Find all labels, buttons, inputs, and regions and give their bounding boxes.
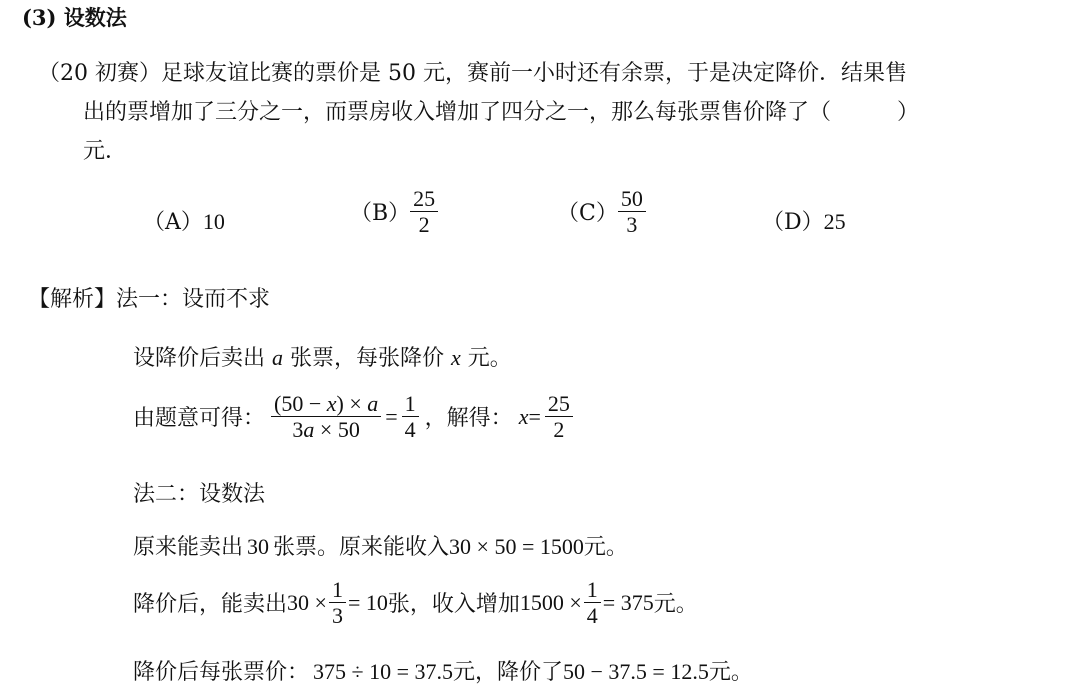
num-part-b: ) × — [336, 391, 368, 416]
fraction1-denominator: 3 — [331, 603, 343, 629]
option-c-denominator: 3 — [626, 212, 638, 238]
solution-var-x: x — [518, 403, 529, 429]
method2-line1-text-a: 原来能卖出 — [133, 535, 244, 560]
equation-rhs-fraction — [402, 392, 419, 441]
method2-line1 — [133, 530, 628, 561]
method1-line1 — [133, 341, 512, 372]
method2-fraction-one-third — [329, 578, 346, 627]
method2-line3-expression1: 375 ÷ 10 = 37.5 — [313, 659, 453, 684]
option-b-fraction — [410, 187, 438, 236]
option-b-denominator: 2 — [418, 212, 430, 238]
num-part-a: (50 − — [274, 391, 327, 416]
question-line-3: 元． — [83, 139, 128, 164]
method2-line3 — [133, 655, 753, 686]
var-x: x — [451, 345, 461, 370]
option-a-value: 10 — [202, 209, 225, 234]
den-part-b: × 50 — [314, 417, 360, 443]
method2-line2-text-c: 元。 — [653, 592, 698, 618]
method2-line3-text-a: 降价后每张票价： — [133, 660, 310, 685]
solve-text: ，解得： — [424, 406, 513, 432]
method2-heading: 法二：设数法 — [133, 482, 266, 507]
method2-line2-expr1b: = 10 — [347, 589, 388, 615]
equation-lhs-denominator — [289, 417, 362, 441]
solution-denominator: 2 — [553, 417, 565, 443]
option-a — [143, 205, 225, 236]
method1-equation-line — [133, 392, 573, 441]
solution-fraction — [545, 392, 573, 441]
fraction2-denominator: 4 — [586, 603, 598, 629]
var-a: a — [272, 345, 284, 370]
method2-line1-count: 30 — [247, 534, 270, 559]
option-c-fraction — [618, 187, 646, 236]
equation-rhs-numerator: 1 — [402, 392, 419, 417]
method2-line3-text-c: 元。 — [708, 660, 753, 685]
method1-line1-text-c: 元。 — [467, 346, 512, 371]
option-b-numerator: 25 — [410, 187, 438, 212]
method2-line1-text-b: 张票。原来能收入 — [273, 535, 450, 560]
question-line-2: 出的票增加了三分之一，而票房收入增加了四分之一，那么每张票售价降了（ ） — [83, 100, 920, 125]
solution-numerator: 25 — [545, 392, 573, 417]
method2-line2-expr2a: 1500 × — [519, 589, 582, 615]
method2-fraction-one-fourth — [584, 578, 601, 627]
equation-rhs-denominator: 4 — [404, 417, 416, 443]
method2-line2 — [133, 578, 698, 627]
analysis-heading: 【解析】法一：设而不求 — [28, 287, 271, 312]
equation-lhs-fraction — [271, 392, 381, 441]
num-var-a: a — [367, 391, 379, 416]
solution-equals: = — [528, 403, 541, 429]
method2-line1-expression: 30 × 50 = 1500 — [449, 534, 584, 559]
option-c-label: （C） — [557, 201, 618, 227]
method2-line1-text-c: 元。 — [583, 535, 628, 560]
method1-line1-text-a: 设降价后卖出 — [133, 346, 266, 371]
option-d-value: 25 — [823, 209, 846, 234]
option-b-label: （B） — [350, 201, 411, 227]
question-line-1: （20 初赛）足球友谊比赛的票价是 50 元，赛前一小时还有余票，于是决定降价．结果售 — [38, 61, 907, 86]
option-d-label: （D） — [762, 210, 824, 235]
method2-line2-expr1a: 30 × — [287, 589, 327, 615]
den-part-a: 3 — [292, 417, 304, 443]
den-var-a: a — [303, 417, 315, 443]
fraction2-numerator: 1 — [584, 578, 601, 603]
method2-line3-text-b: 元，降价了 — [453, 660, 564, 685]
method2-line2-text-b: 张，收入增加 — [387, 592, 520, 618]
equals-sign: = — [385, 403, 398, 429]
option-a-label: （A） — [143, 210, 203, 235]
option-c — [557, 187, 646, 236]
method1-line1-text-b: 张票，每张降价 — [290, 346, 445, 371]
method2-line2-text-a: 降价后，能卖出 — [133, 592, 288, 618]
section-title: (3) 设数法 — [22, 5, 127, 30]
option-d — [762, 205, 846, 236]
method1-equation-intro: 由题意可得： — [133, 406, 266, 432]
option-b — [350, 187, 438, 236]
fraction1-numerator: 1 — [329, 578, 346, 603]
num-var-x: x — [326, 391, 337, 416]
method2-line3-expression2: 50 − 37.5 = 12.5 — [563, 659, 709, 684]
method2-line2-expr2b: = 375 — [602, 589, 654, 615]
option-c-numerator: 50 — [618, 187, 646, 212]
equation-lhs-numerator — [271, 392, 381, 417]
